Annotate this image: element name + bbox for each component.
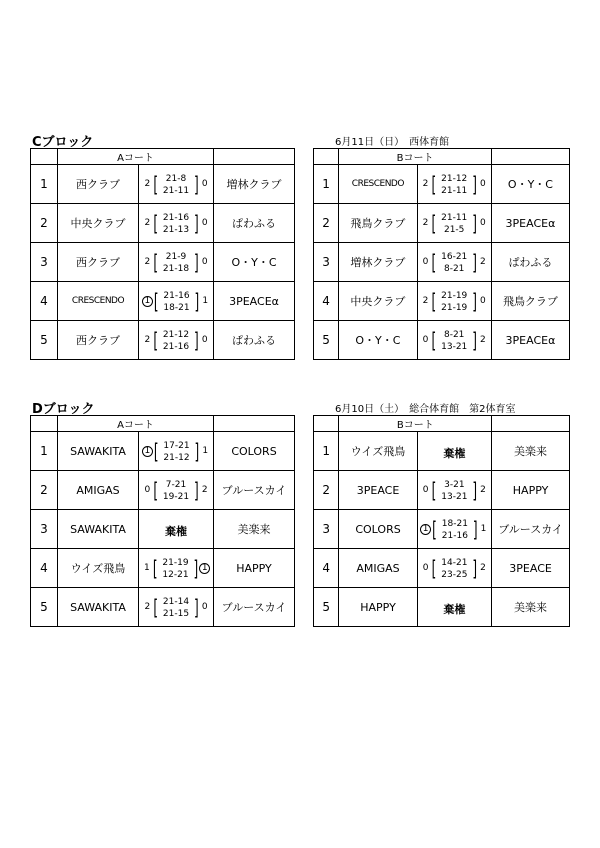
sets-won-left: 2 (422, 218, 429, 229)
set-score: 21-9 (165, 251, 187, 262)
score-cell (417, 588, 492, 627)
score-summary (421, 479, 488, 503)
bracket-left: [ (153, 595, 158, 621)
bracket-right: ] (472, 250, 477, 276)
match-row (31, 588, 295, 627)
sets-won-right: 0 (480, 296, 486, 307)
score-cell (139, 282, 214, 321)
team-right: 3PEACEα (214, 282, 295, 321)
set-score: 19-21 (162, 491, 190, 502)
set-score: 21-11 (441, 185, 468, 196)
match-number: 5 (31, 321, 58, 360)
set-score: 21-16 (162, 341, 190, 352)
bracket-right: ] (472, 517, 478, 543)
bracket-left: [ (432, 517, 437, 543)
match-number: 3 (314, 243, 339, 282)
sets-won-left: 2 (144, 179, 151, 190)
set-scores (437, 290, 471, 314)
team-left: AMIGAS (339, 549, 417, 588)
score-cell (417, 432, 492, 471)
score-cell (417, 243, 491, 282)
match-number: 5 (314, 321, 339, 360)
set-score: 18-21 (441, 518, 468, 529)
bracket-left: [ (431, 556, 437, 582)
match-number: 3 (31, 243, 58, 282)
bracket-right: ] (194, 289, 200, 315)
set-score: 21-5 (443, 224, 465, 235)
block-d (30, 398, 570, 621)
team-left: O・Y・C (339, 321, 417, 360)
score-summary (421, 251, 488, 275)
match-row (314, 471, 570, 510)
set-score: 3-21 (444, 479, 465, 490)
court-label: Bコート (339, 149, 492, 165)
set-scores (160, 440, 194, 464)
team-right: 3PEACE (492, 549, 570, 588)
match-row (314, 165, 570, 204)
match-row (31, 321, 295, 360)
set-scores (437, 557, 471, 581)
team-left: ウイズ飛鳥 (339, 432, 417, 471)
sets-won-right: 1 (202, 446, 209, 457)
set-score: 23-25 (441, 569, 468, 580)
team-left: 西クラブ (58, 243, 139, 282)
match-row (31, 165, 295, 204)
header-blank (31, 149, 58, 165)
set-scores (437, 212, 471, 236)
set-score: 16-21 (441, 251, 468, 262)
match-number: 2 (31, 471, 58, 510)
sets-won-left: 2 (144, 218, 151, 229)
team-right: O・Y・C (491, 165, 569, 204)
bracket-right: ] (194, 328, 199, 354)
match-number: 4 (31, 549, 58, 588)
sets-won-right: 0 (201, 335, 208, 346)
team-left: 飛鳥クラブ (339, 204, 417, 243)
match-row (31, 282, 295, 321)
set-score: 21-19 (441, 290, 468, 301)
set-scores (159, 251, 193, 275)
court-header-row (314, 416, 570, 432)
set-scores (159, 329, 193, 353)
team-right: 3PEACEα (491, 204, 569, 243)
sets-won-right: 2 (480, 257, 486, 268)
set-score: 21-16 (441, 530, 468, 541)
score-summary (142, 329, 209, 353)
team-left: SAWAKITA (58, 588, 139, 627)
sets-won-right: 0 (201, 602, 208, 613)
block-title: Dブロック (32, 402, 95, 417)
team-left: CRESCENDO (339, 165, 417, 204)
team-right: ブルースカイ (214, 588, 295, 627)
sets-won-left: 1 (142, 446, 153, 457)
set-scores (437, 251, 471, 275)
team-left: SAWAKITA (58, 510, 139, 549)
set-score: 21-8 (165, 173, 187, 184)
score-summary (142, 440, 210, 464)
block-c (30, 131, 570, 354)
team-right: ぱわふる (214, 204, 295, 243)
bracket-right: ] (194, 211, 199, 237)
team-right: ぱわふる (491, 243, 569, 282)
set-scores (437, 479, 471, 503)
bracket-right: ] (193, 556, 199, 582)
bracket-right: ] (472, 328, 477, 354)
forfeit-label: 棄権 (443, 446, 466, 460)
set-score: 21-18 (162, 263, 190, 274)
team-left: AMIGAS (58, 471, 139, 510)
bracket-left: [ (431, 478, 437, 504)
forfeit-label: 棄権 (165, 524, 187, 538)
sets-won-right: 2 (480, 485, 486, 496)
set-scores (437, 173, 471, 197)
score-cell (417, 282, 491, 321)
sets-won-right: 0 (480, 179, 486, 190)
team-right: 飛鳥クラブ (491, 282, 569, 321)
header-blank (314, 149, 339, 165)
set-score: 21-12 (162, 329, 190, 340)
bracket-left: [ (431, 289, 437, 315)
match-number: 5 (31, 588, 58, 627)
court-label: Aコート (58, 416, 214, 432)
match-number: 4 (31, 282, 58, 321)
bracket-right: ] (194, 439, 200, 465)
bracket-left: [ (153, 289, 159, 315)
team-left: CRESCENDO (58, 282, 139, 321)
match-number: 2 (31, 204, 58, 243)
match-row (314, 432, 570, 471)
team-left: 増林クラブ (339, 243, 417, 282)
match-row (314, 204, 570, 243)
set-score: 21-16 (162, 212, 190, 223)
bracket-right: ] (194, 250, 199, 276)
header-blank (492, 416, 570, 432)
sets-won-left: 0 (422, 485, 429, 496)
sets-won-left: 0 (144, 485, 151, 496)
sets-won-left: 1 (142, 296, 153, 307)
set-score: 21-12 (441, 173, 468, 184)
forfeit-label: 棄権 (443, 602, 466, 616)
block-date: 6月11日（日） 西体育館 (335, 137, 450, 148)
set-score: 12-21 (162, 569, 189, 580)
sets-won-left: 0 (422, 257, 429, 268)
set-score: 21-16 (163, 290, 190, 301)
score-cell (139, 588, 214, 627)
score-summary (421, 173, 488, 197)
sets-won-right: 2 (201, 485, 208, 496)
score-summary (142, 479, 209, 503)
team-right: 3PEACEα (491, 321, 569, 360)
bracket-left: [ (431, 211, 437, 237)
match-row (31, 471, 295, 510)
sets-won-right: 1 (199, 563, 210, 574)
score-summary (142, 596, 209, 620)
court-header-row (314, 149, 570, 165)
team-left: 西クラブ (58, 321, 139, 360)
match-number: 1 (31, 432, 58, 471)
team-right: 美楽来 (492, 588, 570, 627)
match-row (314, 282, 570, 321)
set-score: 8-21 (443, 263, 465, 274)
sets-won-left: 2 (422, 179, 429, 190)
match-row (314, 549, 570, 588)
court-a-table (30, 148, 295, 360)
score-cell (139, 510, 214, 549)
sets-won-left: 1 (143, 563, 150, 574)
score-cell (139, 321, 214, 360)
team-right: ぱわふる (214, 321, 295, 360)
sets-won-right: 0 (480, 218, 486, 229)
team-left: SAWAKITA (58, 432, 139, 471)
court-header-row (31, 416, 295, 432)
score-summary (142, 557, 210, 581)
score-cell (139, 471, 214, 510)
score-summary (142, 173, 209, 197)
set-scores (438, 518, 472, 542)
match-number: 5 (314, 588, 339, 627)
score-summary (421, 212, 488, 236)
match-number: 1 (314, 165, 339, 204)
header-blank (214, 149, 295, 165)
header-blank (31, 416, 58, 432)
sets-won-right: 2 (480, 563, 486, 574)
set-score: 14-21 (441, 557, 468, 568)
match-number: 3 (31, 510, 58, 549)
match-number: 1 (31, 165, 58, 204)
match-row (31, 204, 295, 243)
sets-won-right: 1 (202, 296, 209, 307)
set-scores (159, 173, 193, 197)
match-number: 1 (314, 432, 339, 471)
set-scores (159, 557, 193, 581)
sets-won-left: 2 (144, 257, 151, 268)
block-date: 6月10日（土） 総合体育館 第2体育室 (335, 404, 516, 415)
sets-won-right: 1 (480, 524, 487, 535)
header-blank (314, 416, 339, 432)
team-right: ブルースカイ (492, 510, 570, 549)
bracket-right: ] (472, 289, 477, 315)
bracket-left: [ (153, 328, 158, 354)
court-header-row (31, 149, 295, 165)
score-cell (417, 165, 491, 204)
match-number: 3 (314, 510, 339, 549)
team-left: HAPPY (339, 588, 417, 627)
court-label: Aコート (58, 149, 214, 165)
score-summary (142, 212, 209, 236)
match-number: 2 (314, 471, 339, 510)
bracket-right: ] (472, 478, 478, 504)
sets-won-right: 0 (201, 257, 208, 268)
sets-won-left: 0 (422, 563, 429, 574)
team-right: 増林クラブ (214, 165, 295, 204)
team-right: HAPPY (492, 471, 570, 510)
bracket-right: ] (194, 478, 199, 504)
bracket-left: [ (431, 172, 437, 198)
set-score: 21-14 (162, 596, 190, 607)
bracket-left: [ (153, 250, 158, 276)
team-right: 美楽来 (492, 432, 570, 471)
score-summary (421, 557, 488, 581)
team-right: ブルースカイ (214, 471, 295, 510)
court-label: Bコート (339, 416, 492, 432)
set-score: 7-21 (165, 479, 187, 490)
set-scores (437, 329, 471, 353)
set-score: 13-21 (441, 491, 468, 502)
score-cell (139, 165, 214, 204)
bracket-right: ] (472, 556, 478, 582)
score-cell (417, 549, 492, 588)
team-left: COLORS (339, 510, 417, 549)
set-score: 21-19 (441, 302, 468, 313)
team-right: HAPPY (214, 549, 295, 588)
score-cell (139, 243, 214, 282)
set-score: 8-21 (443, 329, 465, 340)
bracket-left: [ (153, 211, 158, 237)
court-a-table (30, 415, 295, 627)
sets-won-right: 0 (201, 218, 208, 229)
team-right: 美楽来 (214, 510, 295, 549)
score-cell (417, 321, 491, 360)
court-b-table (313, 148, 570, 360)
set-score: 21-11 (162, 185, 190, 196)
score-summary (142, 290, 210, 314)
bracket-right: ] (472, 211, 477, 237)
set-scores (160, 290, 194, 314)
sets-won-left: 2 (144, 602, 151, 613)
court-b-table (313, 415, 570, 627)
team-left: 中央クラブ (339, 282, 417, 321)
bracket-left: [ (431, 250, 437, 276)
score-cell (417, 471, 492, 510)
bracket-right: ] (194, 172, 199, 198)
match-row (314, 510, 570, 549)
bracket-left: [ (152, 556, 158, 582)
sets-won-left: 1 (420, 524, 431, 535)
set-score: 17-21 (163, 440, 190, 451)
score-cell (139, 204, 214, 243)
header-blank (214, 416, 295, 432)
score-cell (139, 549, 214, 588)
set-score: 13-21 (441, 341, 468, 352)
set-score: 21-12 (163, 452, 190, 463)
match-row (31, 432, 295, 471)
match-row (314, 321, 570, 360)
bracket-left: [ (153, 478, 158, 504)
set-scores (159, 479, 193, 503)
score-cell (139, 432, 214, 471)
team-right: O・Y・C (214, 243, 295, 282)
match-row (314, 243, 570, 282)
set-scores (159, 212, 193, 236)
sets-won-left: 2 (422, 296, 429, 307)
team-left: ウイズ飛鳥 (58, 549, 139, 588)
set-score: 21-13 (162, 224, 190, 235)
team-right: COLORS (214, 432, 295, 471)
score-cell (417, 204, 491, 243)
match-number: 4 (314, 549, 339, 588)
score-summary (142, 251, 209, 275)
bracket-left: [ (431, 328, 437, 354)
bracket-left: [ (153, 439, 159, 465)
team-left: 3PEACE (339, 471, 417, 510)
team-left: 西クラブ (58, 165, 139, 204)
sets-won-left: 0 (422, 335, 429, 346)
sets-won-right: 2 (480, 335, 486, 346)
header-blank (491, 149, 569, 165)
score-summary (420, 518, 488, 542)
match-row (31, 510, 295, 549)
set-score: 18-21 (163, 302, 190, 313)
bracket-right: ] (194, 595, 199, 621)
set-scores (159, 596, 193, 620)
team-left: 中央クラブ (58, 204, 139, 243)
bracket-left: [ (153, 172, 158, 198)
match-number: 2 (314, 204, 339, 243)
sets-won-right: 0 (201, 179, 208, 190)
score-summary (421, 290, 488, 314)
match-number: 4 (314, 282, 339, 321)
block-title: Cブロック (32, 135, 94, 150)
sets-won-left: 2 (144, 335, 151, 346)
set-score: 21-11 (441, 212, 468, 223)
set-score: 21-19 (162, 557, 189, 568)
score-summary (421, 329, 488, 353)
match-row (31, 243, 295, 282)
match-row (314, 588, 570, 627)
match-row (31, 549, 295, 588)
score-cell (417, 510, 492, 549)
set-score: 21-15 (162, 608, 190, 619)
bracket-right: ] (472, 172, 477, 198)
